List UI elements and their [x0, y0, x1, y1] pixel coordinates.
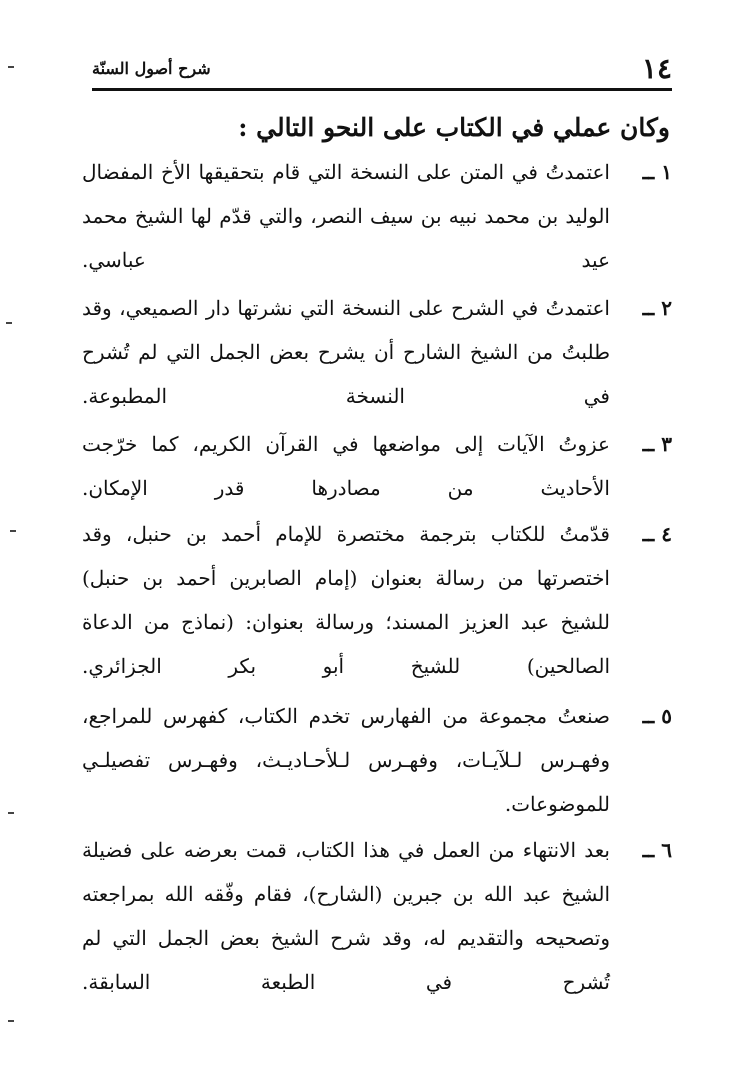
item-number: ٣ ــ — [642, 432, 672, 456]
header-rule — [92, 88, 672, 91]
item-text: اعتمدتُ في المتن على النسخة التي قام بتحقيقها الأخ المفضال الوليد بن محمد نبيه بن سيف النصر، والتي قدّم لها الشيخ محمد عيد عباسي. — [82, 160, 610, 272]
section-heading: وكان عملي في الكتاب على النحو التالي : — [238, 113, 670, 142]
scan-mark — [8, 66, 14, 68]
item-number: ٢ ــ — [642, 296, 672, 320]
item-text: صنعتُ مجموعة من الفهارس تخدم الكتاب، كفهرس للمراجع، وفهـرس لـلآيـات، وفهـرس لـلأحـاديـث، وفهـرس تفصيلـي للموضوعات. — [82, 704, 610, 816]
scan-mark — [8, 1020, 14, 1022]
scan-mark — [8, 812, 14, 814]
running-title: شرح أصول السنّة — [92, 59, 211, 78]
page-header — [92, 52, 672, 84]
item-number: ٦ ــ — [642, 838, 672, 862]
item-text: اعتمدتُ في الشرح على النسخة التي نشرتها دار الصميعي، وقد طلبتُ من الشيخ الشارح أن يشرح بعض الجمل التي لم تُشرح في النسخة المطبوعة. — [82, 296, 610, 408]
scan-mark — [6, 322, 12, 324]
item-number: ١ ــ — [642, 160, 672, 184]
page-number: ١٤ — [641, 52, 672, 85]
item-text: بعد الانتهاء من العمل في هذا الكتاب، قمت بعرضه على فضيلة الشيخ عبد الله بن جبرين (الشارح)، فقام وفّقه الله بمراجعته وتصحيحه والتقديم له، وقد شرح الشيخ بعض الجمل التي لم تُشرح في الطبعة السابقة. — [82, 838, 610, 994]
item-number: ٤ ــ — [642, 522, 672, 546]
item-number: ٥ ــ — [642, 704, 672, 728]
item-text: قدّمتُ للكتاب بترجمة مختصرة للإمام أحمد بن حنبل، وقد اختصرتها من رسالة بعنوان (إمام الصابرين أحمد بن حنبل) للشيخ عبد العزيز المسند؛ ورسالة بعنوان: (نماذج من الدعاة الصالحين) للشيخ أبو بكر الجزائري. — [82, 522, 610, 678]
scan-mark — [10, 530, 16, 532]
list-item — [82, 828, 672, 1048]
item-text: عزوتُ الآيات إلى مواضعها في القرآن الكريم، كما خرّجت الأحاديث من مصادرها قدر الإمكان. — [82, 432, 610, 500]
